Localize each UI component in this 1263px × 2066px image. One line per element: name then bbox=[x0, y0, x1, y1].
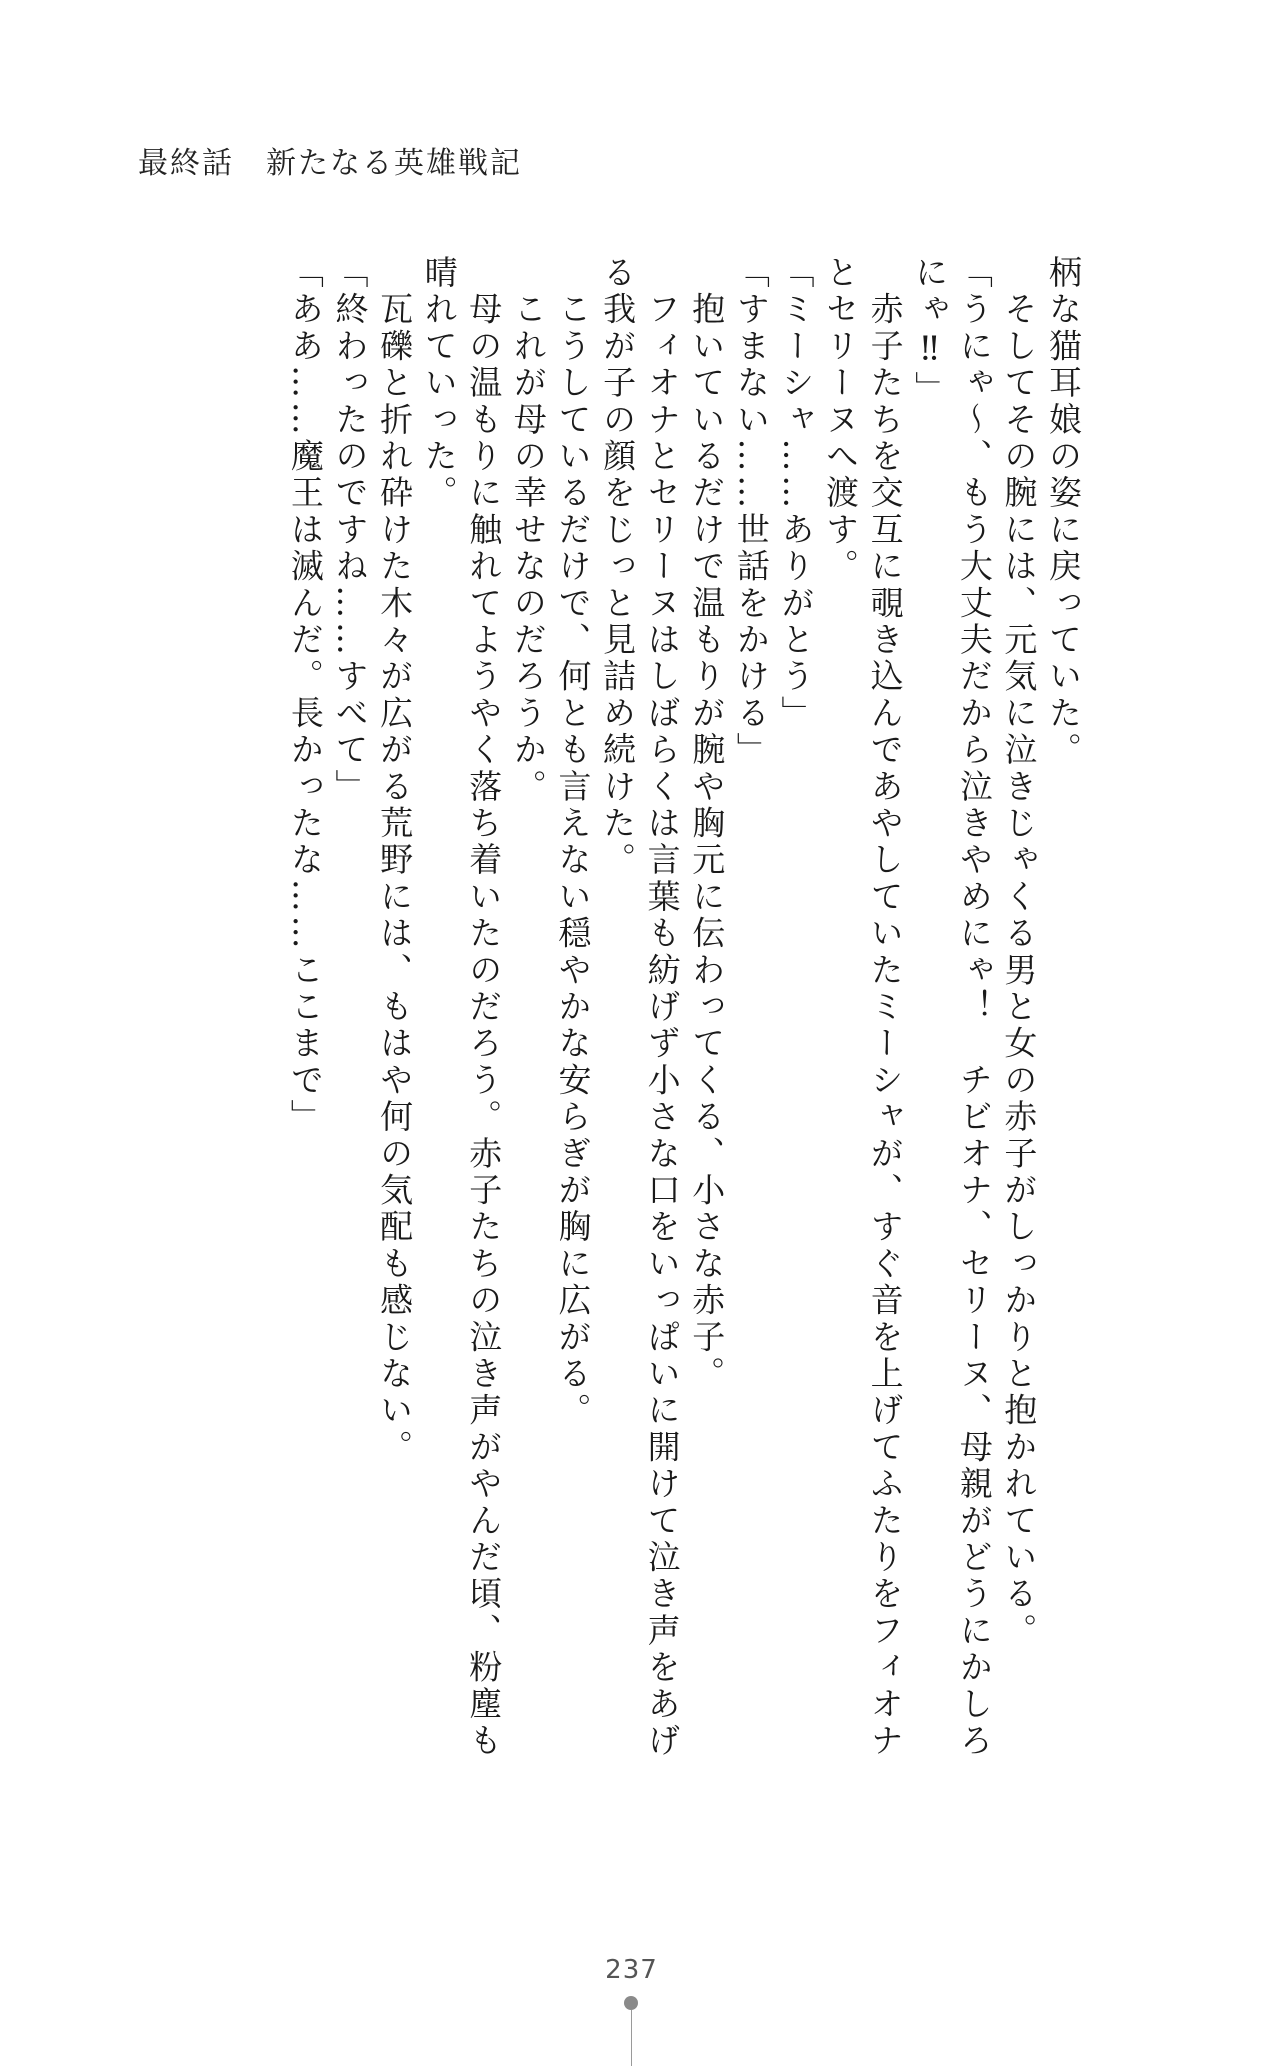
paragraph: フィオナとセリーヌはしばらくは言葉も紡げず小さな口をいっぱいに開けて泣き声をあげる我が子の顔をじっと見詰め続けた。 bbox=[598, 255, 682, 1760]
paragraph: 瓦礫と折れ砕けた木々が広がる荒野には、もはや何の気配も感じない。 bbox=[375, 255, 415, 1467]
paragraph: 「うにゃ～、もう大丈夫だから泣きやめにゃ！ チビオナ、セリーヌ、母親がどうにかしろにゃ‼」 bbox=[910, 255, 994, 1760]
paragraph: 母の温もりに触れてようやく落ち着いたのだろう。赤子たちの泣き声がやんだ頃、粉塵も晴れていった。 bbox=[419, 255, 504, 1760]
chapter-title: 最終話 新たなる英雄戦記 bbox=[138, 146, 522, 181]
page-number: 237 bbox=[605, 1955, 658, 1985]
paragraph: これが母の幸せなのだろうか。 bbox=[508, 255, 548, 806]
page-marker-line bbox=[631, 2010, 632, 2066]
paragraph: 「すまない……世話をかける」 bbox=[731, 255, 771, 769]
paragraph: そしてその腕には、元気に泣きじゃくる男と女の赤子がしっかりと抱かれている。 bbox=[999, 255, 1039, 1650]
body-text bbox=[135, 255, 1085, 1775]
paragraph: 柄な猫耳娘の姿に戻っていた。 bbox=[1044, 255, 1083, 769]
paragraph: 「終わったのですね……すべて」 bbox=[330, 255, 370, 806]
paragraph: 「ああ……魔王は滅んだ。長かったな……ここまで」 bbox=[285, 255, 325, 1136]
paragraph: こうしているだけで、何とも言えない穏やかな安らぎが胸に広がる。 bbox=[553, 255, 593, 1430]
paragraph: 赤子たちを交互に覗き込んであやしていたミーシャが、すぐ音を上げてふたりをフィオナとセリーヌへ渡す。 bbox=[821, 255, 905, 1760]
paragraph: 抱いているだけで温もりが腕や胸元に伝わってくる、小さな赤子。 bbox=[687, 255, 727, 1393]
page-marker-dot bbox=[624, 1996, 638, 2010]
paragraph: 「ミーシャ……ありがとう」 bbox=[776, 255, 816, 733]
